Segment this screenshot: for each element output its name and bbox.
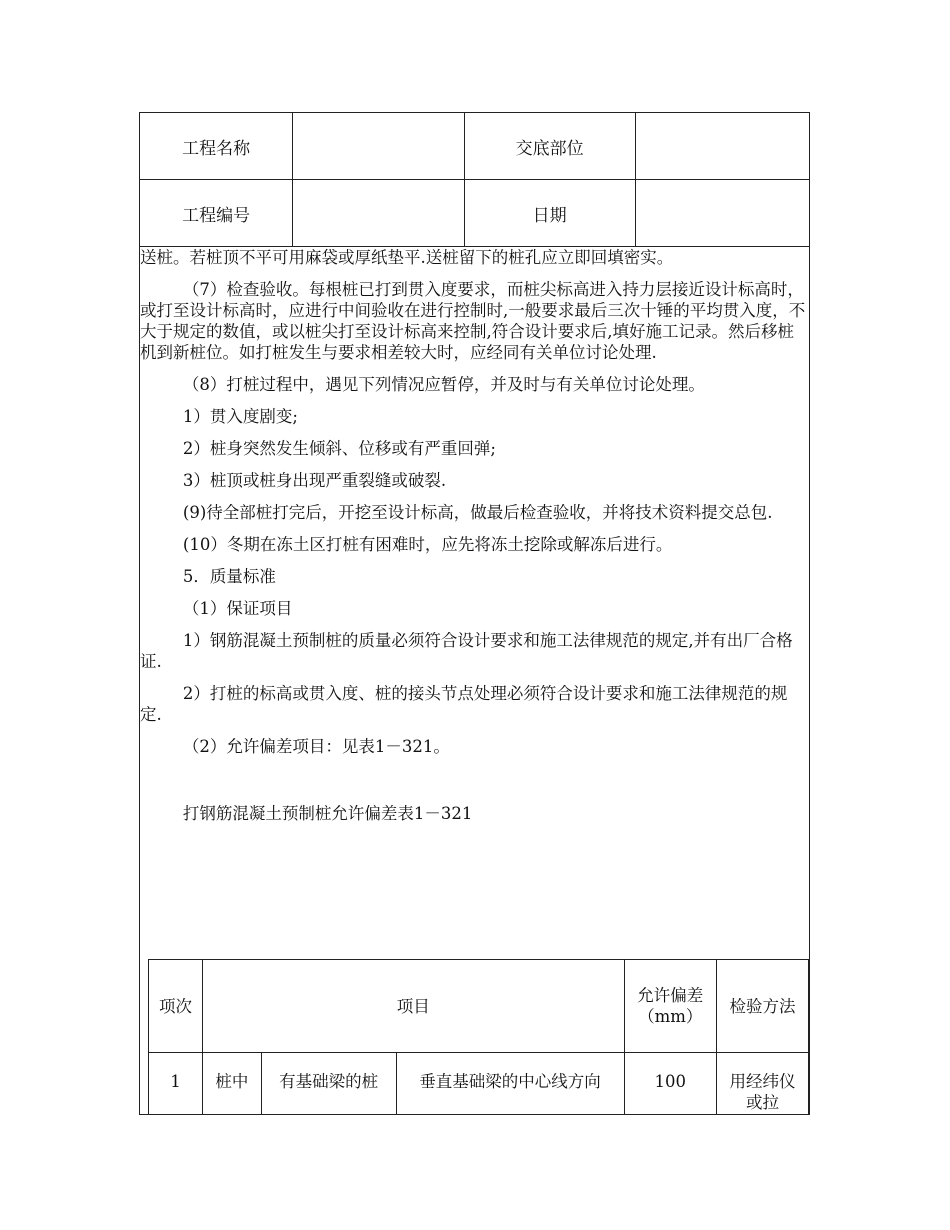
document-frame: [139, 112, 810, 1115]
paragraph: 2）桩身突然发生倾斜、位移或有严重回弹;: [182, 439, 496, 458]
date-value: [635, 180, 809, 247]
paragraph: 2）打桩的标高或贯入度、桩的接头节点处理必须符合设计要求和施工法律规范的规定.: [140, 684, 788, 724]
row-group: 桩中: [203, 1053, 262, 1116]
table-caption: 打钢筋混凝土预制桩允许偏差表1－321: [182, 804, 473, 823]
header-table: [139, 112, 810, 247]
project-no-value: [293, 180, 464, 247]
date-label: 日期: [464, 180, 635, 247]
col-header-item: 项目: [203, 960, 625, 1053]
project-no-label: 工程编号: [140, 180, 293, 247]
col-header-allowance: 允许偏差（mm）: [624, 960, 716, 1053]
section-heading: 5．质量标准: [182, 567, 276, 586]
paragraph: （7）检查验收。每根桩已打到贯入度要求，而桩尖标高进入持力层接近设计标高时，或打至设计标高时，应进行中间验收在进行控制时,一般要求最后三次十锤的平均贯入度，不大于规定的数值，或以桩尖打至设计标高来控制,符合设计要求后,填好施工记录。然后移桩机到新桩位。如打桩发生与要求相差较大时，应经同有关单位讨论处理.: [140, 280, 806, 362]
paragraph: 3）桩顶或桩身出现严重裂缝或破裂.: [182, 471, 447, 490]
handover-part-label: 交底部位: [464, 113, 635, 180]
col-header-method: 检验方法: [716, 960, 808, 1053]
project-name-label: 工程名称: [140, 113, 293, 180]
paragraph: (9)待全部桩打完后，开挖至设计标高，做最后检查验收，并将技术资料提交总包.: [182, 503, 773, 522]
project-name-value: [293, 113, 464, 180]
deviation-table: [148, 959, 809, 1115]
paragraph: (10）冬期在冻土区打桩有困难时，应先将冻土挖除或解冻后进行。: [182, 535, 673, 554]
subsection-heading: （1）保证项目: [182, 599, 293, 618]
paragraph: 1）钢筋混凝土预制桩的质量必须符合设计要求和施工法律规范的规定,并有出厂合格证.: [140, 631, 793, 671]
row-allowance: 100: [624, 1053, 716, 1116]
handover-part-value: [635, 113, 809, 180]
col-header-no: 项次: [149, 960, 203, 1053]
row-method: 用经纬仪或拉: [716, 1053, 808, 1116]
row-no: 1: [149, 1053, 203, 1116]
paragraph: 1）贯入度剧变;: [182, 407, 298, 426]
table-row: [149, 1053, 809, 1116]
body-text: [140, 247, 809, 835]
paragraph: （8）打桩过程中，遇见下列情况应暂停，并及时与有关单位讨论处理。: [182, 375, 705, 394]
paragraph: 送桩。若桩顶不平可用麻袋或厚纸垫平.送桩留下的桩孔应立即回填密实。: [140, 248, 674, 267]
paragraph: （2）允许偏差项目：见表1－321。: [182, 737, 450, 756]
row-sub: 有基础梁的桩: [261, 1053, 396, 1116]
row-detail: 垂直基础梁的中心线方向: [396, 1053, 624, 1116]
